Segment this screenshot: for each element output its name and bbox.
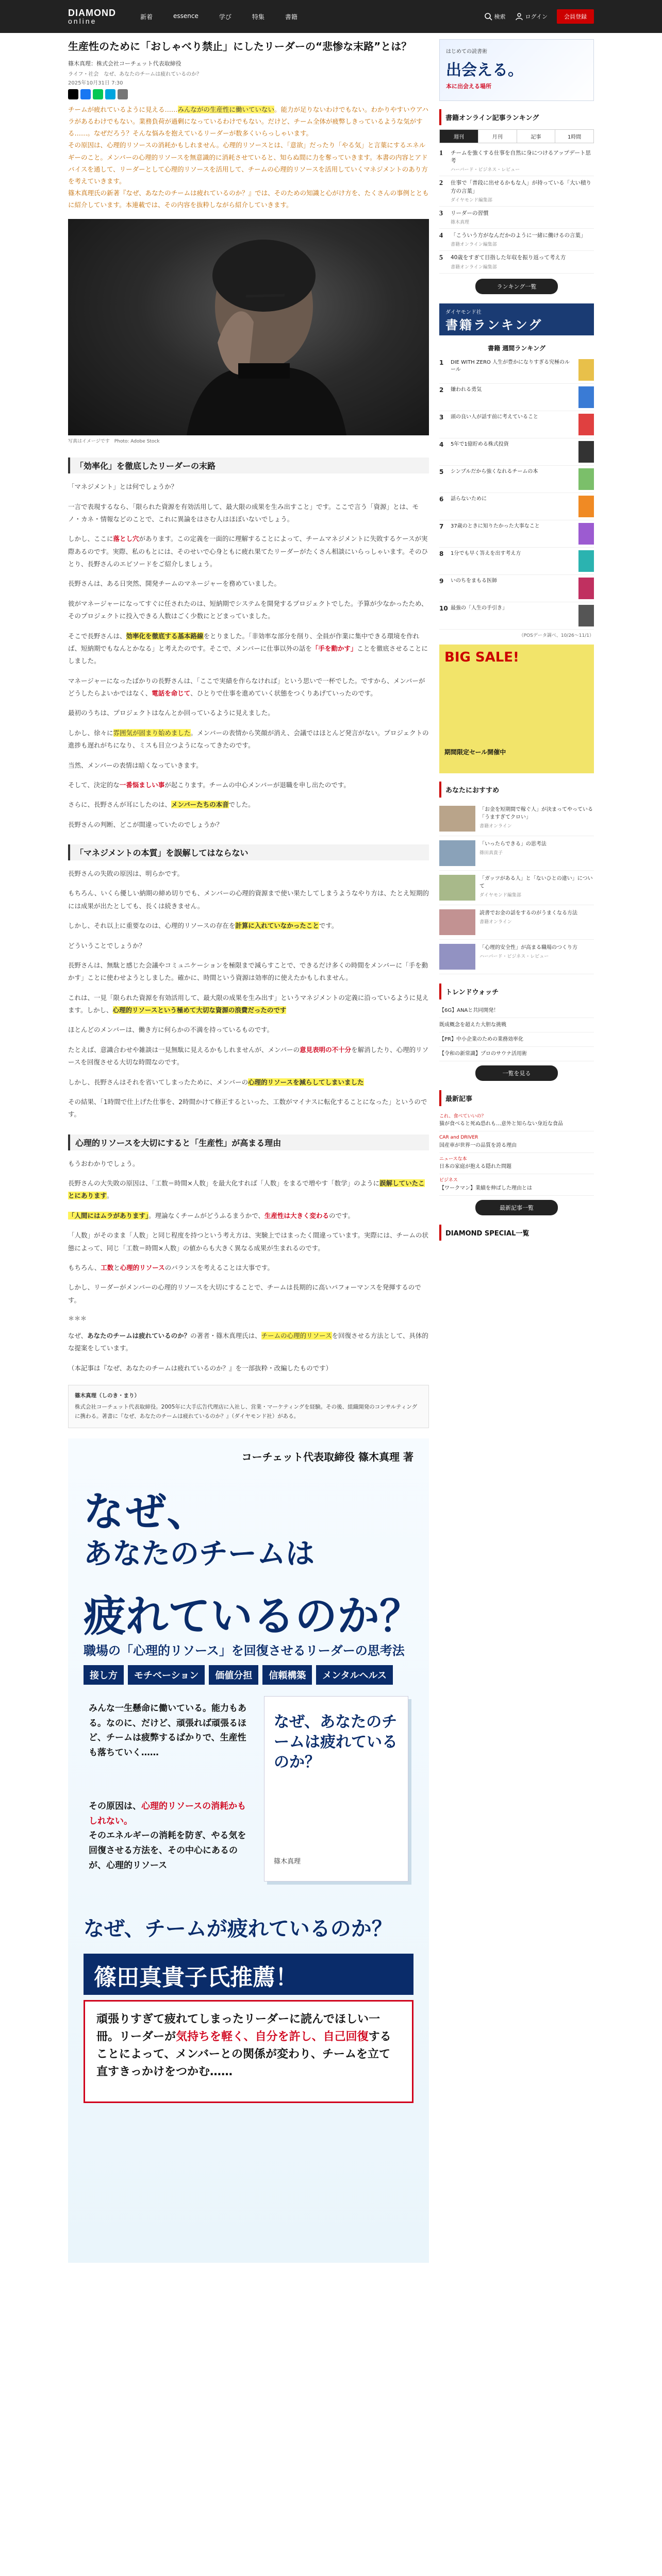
new-articles-more-button[interactable]: 最新記事一覧	[475, 1200, 558, 1215]
paragraph: マネージャーになったばかりの長野さんは、「ここで実績を作らなければ」という思いで一杯でした。ですから、メンバーがどうしたらよいかではなく、電話を命じて、ひとりで仕事を進めていく状態をつくりあげていったのです。	[68, 676, 425, 697]
paragraph: ほとんどのメンバーは、働き方に何らかの不満を持っているものです。	[68, 1026, 274, 1034]
paragraph: 「マネジメント」とは何でしょうか？	[68, 483, 178, 491]
ad-headline: BIG SALE!	[444, 649, 519, 665]
list-item[interactable]: ビジネス 【ワークマン】業績を伸ばした理由とは	[439, 1174, 594, 1196]
nav-item-learn[interactable]: 学び	[219, 13, 231, 21]
recommend-list	[439, 802, 594, 974]
list-item[interactable]: 7 37歳のときに知りたかった大事なこと	[439, 520, 594, 548]
book-ad-title-1: なぜ、	[84, 1488, 209, 1535]
list-item[interactable]: 「いったらできる」の思考法 篠田真貴子	[439, 836, 594, 871]
ranking-list	[439, 146, 594, 274]
section-heading-1: 「効率化」を徹底したリーダーの末路	[68, 457, 429, 473]
photo-caption: 写真はイメージです Photo: Adobe Stock	[68, 439, 160, 445]
paragraph: どういうことでしょうか？	[68, 941, 146, 950]
ad-banner[interactable]	[439, 645, 594, 773]
man-head-illustration	[68, 219, 429, 435]
special-heading[interactable]: DIAMOND SPECIAL一覧	[439, 1225, 594, 1241]
list-item[interactable]: 既成概念を超えた大胆な挑戦	[439, 1018, 594, 1032]
book-ad-subtitle: 職場の「心理的リソース」を回復させるリーダーの思考法	[84, 1643, 405, 1658]
list-item[interactable]: 2 嫌われる勇気	[439, 384, 594, 411]
book-ad-author: コーチェット代表取締役 篠木真理 著	[241, 1450, 413, 1463]
list-item[interactable]: 「ガッツがある人」と「ないひとの違い」について ダイヤモンド編集部	[439, 871, 594, 905]
login-button[interactable]	[515, 12, 548, 21]
paragraph: もちろん、いくら優しい納期の締め切りでも、メンバーの心理的資源まで使い果たしてしまうようなやり方は、たとえ短期的には成果が出たとしても、長くは続きません。	[68, 889, 429, 910]
list-item[interactable]: 【令和の新常識】プロのサウナ活用術	[439, 1047, 594, 1061]
list-item[interactable]: 「心理的安全性」が高まる職場のつくり方 ハーバード・ビジネス・レビュー	[439, 940, 594, 974]
list-item[interactable]: 【6G】ANAと共同開発！	[439, 1004, 594, 1018]
sidebar	[439, 39, 594, 2263]
list-item[interactable]: 5 シンプルだから強くなれるチームの本	[439, 466, 594, 493]
paragraph: 「人間にはムラがあります」。理論なくチームがどうふるまうかで、生産性は大きく変わるのです。	[68, 1211, 355, 1219]
paragraph: 当然、メンバーの表情は暗くなっていきます。	[68, 761, 203, 769]
list-item[interactable]: 3 頭の良い人が話す前に考えていること	[439, 411, 594, 438]
paragraph: もうおわかりでしょう。	[68, 1159, 139, 1167]
bookmark-icon[interactable]	[118, 89, 128, 99]
list-item[interactable]: 1 DIE WITH ZERO 人生が豊かになりすぎる究極のルール	[439, 357, 594, 384]
book-cover-author: 篠木真理	[274, 1857, 301, 1866]
list-item[interactable]: 4 「こういう方がなんだかのように一緒に働けるの言葉」 書籍オンライン編集部	[439, 229, 594, 251]
paragraph: しかし、長野さんはそれを省いてしまったために、メンバーの心理的リソースを減らしてしまいました	[68, 1078, 364, 1086]
list-item[interactable]: 3 リーダーの習慣 篠木真理	[439, 207, 594, 229]
paragraph: さらに、長野さんが耳にしたのは、メンバーたちの本音でした。	[68, 801, 255, 809]
trend-heading: トレンドウォッチ	[439, 984, 594, 999]
sidebar-banner[interactable]	[439, 39, 594, 101]
tab-monthly[interactable]: 月刊	[478, 130, 517, 143]
search-icon	[484, 12, 492, 21]
paragraph: 彼がマネージャーになってすぐに任されたのは、短納期でシステムを開発するプロジェクトでした。予算が少なかったため、そのプロジェクトに投入できる人数はごく少数にとどまっていました。	[68, 599, 428, 620]
x-share-icon[interactable]	[68, 89, 78, 99]
book-ad-recommend: 篠田真貴子氏推薦！	[84, 1954, 413, 1995]
search-label: 検索	[494, 13, 506, 20]
banner-sub: 本に出会える場所	[446, 83, 491, 90]
share-bar	[68, 89, 429, 99]
paragraph: しかし、徐々に雰囲気が固まり始めました。メンバーの表情から笑顔が消え、会議ではほとんど発言がない。プロジェクトの進捗も遅れがちになり、ミスも目立つようになってきたのです。	[68, 728, 429, 750]
author-profile	[68, 1385, 429, 1428]
trend-more-button[interactable]: 一覧を見る	[475, 1065, 558, 1081]
paragraph: そこで長野さんは、効率化を徹底する基本路線をとりました。「非効率な部分を削り、全員が作業に集中できる環境を作れば、短納期でもなんとかなる」と考えたのです。そこで、メンバーに仕事以外の話を「手を動かす」ことを徹底させることにしました。	[68, 632, 428, 665]
ranking-more-button[interactable]: ランキング一覧	[475, 279, 558, 294]
site-logo[interactable]	[68, 6, 120, 27]
books-ranking-banner[interactable]	[439, 303, 594, 335]
nav-item-special[interactable]: 特集	[252, 13, 264, 21]
book-ranking-list	[439, 357, 594, 630]
book-ad-copy-1: みんな一生懸命に働いている。能力もある。なのに、だけど、頑張れば頑張るほど、チームは疲弊するばかりで、生産性も落ちていく……	[89, 1703, 246, 1758]
list-item[interactable]: 2 仕事で「普段に出せるかもな人」が持っている「大い積り方の言葉」 ダイヤモンド編集部	[439, 176, 594, 206]
list-item[interactable]: 4 5年で1億貯める株式投資	[439, 438, 594, 466]
logo-top: DIAMOND	[68, 8, 116, 18]
banner-text: ダイヤモンド社	[445, 309, 482, 315]
book-ad[interactable]	[68, 1438, 429, 2263]
hatena-share-icon[interactable]	[105, 89, 115, 99]
book-ad-tag: 価値分担	[209, 1665, 258, 1685]
paragraph: もちろん、工数と心理的リソースのバランスを考えることは大事です。	[68, 1263, 274, 1272]
tab-weekly[interactable]: 週刊	[440, 130, 478, 143]
main-nav	[140, 12, 297, 21]
profile-body: 株式会社コーチェット代表取締役。2005年に大手広告代理店に入社し、営業・マーケティングを経験。その後、組織開発のコンサルティングに携わる。著書に『なぜ、あなたのチームは疲れているのか？』（ダイヤモンド社）がある。	[75, 1403, 418, 1419]
profile-name: 篠木真理（しのき・まり）	[75, 1393, 140, 1399]
article-photo	[68, 219, 429, 435]
banner-headline: 出会える。	[446, 61, 523, 79]
new-articles-heading: 最新記事	[439, 1090, 594, 1106]
list-item[interactable]: 8 1分でも早く答えを出す考え方	[439, 548, 594, 575]
paragraph: これは、一見「限られた資源を有効活用して、最大限の成果を生み出す」というマネジメントの定義に沿っているように見えます。しかし、心理的リソースという極めて大切な資源の浪費だったのです	[68, 993, 429, 1014]
tab-hourly[interactable]: 1時間	[555, 130, 593, 143]
banner-headline: 書籍ランキング	[445, 317, 543, 332]
article-lead: チームが疲れているように見える……みんながの生産性に働いていない。能力が足りないわけでもない。わかりやすいウアハラがあるわけでもない。業務負荷が過剰になっているわけでもない。だけど、チーム全体が疲弊しきっているような気がする……。なぜだろう？そんな悩みを抱えているリーダーが数多くいらっしゃいます。 その原因は、心理的リソースの消耗かもしれません。心理的リソースとは、「意欲」だったり「やる気」と言葉にするエネルギーのこと。メンバーの心理的リソースを無意識的に消耗させていると、知らぬ間に力を奪っていきます。本書の内容とアドバイスを通して、リーダーとして心理的リソースを活用して、チームの心理的リソースを活用していくマネジメントのあり方を考えていきます。 篠木真理氏の新著『なぜ、あなたのチームは疲れているのか？』では、そのための知識と心がけ方を、たくさんの事例とともに紹介しています。本連載では、その内容を抜粋しながら紹介していきます。	[68, 106, 429, 209]
logo-bottom: online	[68, 17, 97, 25]
list-item[interactable]: ニュースな本 日本の家庭が抱える隠れた問題	[439, 1153, 594, 1175]
book-ranking-heading: 書籍 週間ランキング	[488, 344, 545, 352]
paragraph: 長野さんの大失敗の原因は、「工数＝時間×人数」を最大化すれば「人数」をまるで増やす「数学」のように誤解していたことにあります。	[68, 1179, 425, 1200]
nav-item-essence[interactable]: essence	[173, 12, 198, 20]
list-item[interactable]: 読書でお金の話をするのがうまくなる方法 書籍オンライン	[439, 905, 594, 940]
book-ad-tag: メンタルヘルス	[316, 1665, 393, 1685]
nav-item-new[interactable]: 新着	[140, 13, 153, 21]
paragraph: 長野さんは、無駄と感じた会議やコミュニケーションを極限まで減らすことで、できるだけ多くの時間をメンバーに「手を動かす」ことに使わせようとしました。確かに、時間という資源は効率的に使えたかもしれません。	[68, 961, 428, 982]
article-series[interactable]: ライフ・社会 なぜ、あなたのチームは疲れているのか？	[68, 72, 202, 77]
line-share-icon[interactable]	[93, 89, 103, 99]
paragraph: （本記事は『なぜ、あなたのチームは疲れているのか？』を一部抜粋・改編したものです）	[68, 1364, 333, 1372]
book-ad-question: なぜ、チームが疲れているのか？	[84, 1917, 392, 1941]
paragraph: なぜ、あなたのチームは疲れているのか？の著者・篠木真理氏は、チームの心理的リソースを回復させる方法として、具体的な提案をしています。	[68, 1332, 428, 1352]
paragraph: 最初のうちは、プロジェクトはなんとか回っているように見えました。	[68, 709, 274, 717]
list-item[interactable]: 5 40歳をすぎて目指した年収を振り返って考え方 書籍オンライン編集部	[439, 251, 594, 273]
paragraph: 「人数」がそのまま「人数」と同じ程度を持つという考え方は、実験上ではまったく間違っています。実際には、チームの状態によって、同じ「工数＝時間×人数」の値からも大きく異なる成果が生まれるのです。	[68, 1231, 429, 1252]
book-cover-title: なぜ、あなたのチームは疲れているのか？	[274, 1713, 398, 1771]
book-ad-tag: モチベーション	[128, 1665, 205, 1685]
paragraph: そして、決定的な一番悩ましい事が起こります。チームの中心メンバーが退職を申し出たのです。	[68, 781, 350, 789]
paragraph: しかし、ここに落とし穴があります。この定義を一面的に理解することによって、チームマネジメントに失敗するケースが実際あるのです。実際、私のもとには、そのせいで心身ともに疲れ果てたリーダーがたくさん相談にいらっしゃいます。そのひとり、長野さんのエピソードをご紹介しましょう。	[68, 535, 428, 568]
paragraph: その結果、「1時間で仕上げた仕事を、2時間かけて修正するといった、工数がマイナスに転化することになった」というのです。	[68, 1097, 427, 1118]
paragraph: 一言で表現するなら、「限られた資源を有効活用して、最大限の成果を生み出すこと」です。ここで言う「資源」とは、モノ・カネ・情報などのことで、これに異論をはさむ人はほぼいないでしょう。	[68, 502, 419, 523]
facebook-share-icon[interactable]	[80, 89, 91, 99]
list-item[interactable]: 9 いのちをまもる医師	[439, 575, 594, 602]
paragraph: たとえば、意識合わせや雑談は一見無駄に見えるかもしれませんが、メンバーの意見表明の不十分を解消したり、心理的リソースを回復させる大切な時間なのです。	[68, 1045, 429, 1066]
login-label: ログイン	[525, 13, 548, 20]
divider-stars: ＊＊＊	[68, 1315, 87, 1322]
list-item[interactable]: 「お金を短期間で稼ぐ人」が決まってやっている「うますぎてクロい」 書籍オンライン	[439, 802, 594, 836]
article-main	[68, 39, 429, 2263]
list-item[interactable]: これ、食べていいの？ 猫が食べると死ぬ恐れも…意外と知らない身近な食品	[439, 1110, 594, 1132]
paragraph: しかし、リーダーがメンバーの心理的リソースを大切にすることで、チームは長期的に高いパフォーマンスを発揮するのです。	[68, 1283, 421, 1304]
banner-text: はじめての読書術	[446, 49, 487, 55]
search-button[interactable]	[484, 12, 506, 21]
list-item[interactable]: 【PR】中小企業のための業務効率化	[439, 1032, 594, 1047]
ad-sub: 期間限定セール開催中	[444, 748, 506, 756]
paragraph: しかし、それ以上に重要なのは、心理的リソースの存在を計算に入れていなかったことです。	[68, 922, 338, 930]
book-ranking-note: （POSデータ調べ、10/26〜11/1）	[519, 633, 594, 638]
ranking-tabs	[439, 129, 594, 143]
register-button[interactable]: 会員登録	[557, 9, 594, 24]
nav-item-books[interactable]: 書籍	[285, 13, 297, 21]
book-ad-tag: 信頼構築	[262, 1665, 312, 1685]
top-bar	[0, 0, 662, 33]
list-item[interactable]: 1 チームを強くする仕事を自然に身につけるアップデート思考 ハーバード・ビジネス・レビュー	[439, 146, 594, 176]
section-heading-3: 心理的リソースを大切にすると「生産性」が高まる理由	[68, 1134, 429, 1150]
article-date: 2025年10月31日 7:30	[68, 80, 123, 86]
user-icon	[515, 12, 523, 21]
book-ad-tags	[84, 1665, 393, 1685]
list-item[interactable]: 6 話らないために	[439, 493, 594, 520]
book-cover	[264, 1696, 408, 1882]
article-author[interactable]: 篠木真理：株式会社コーチェット代表取締役	[68, 60, 181, 67]
recommend-heading: あなたにおすすめ	[439, 782, 594, 798]
book-ad-title-3: 疲れているのか？	[84, 1591, 422, 1641]
section-heading-2: 「マネジメントの本質」を誤解してはならない	[68, 844, 429, 860]
book-ad-title-2: あなたのチームは	[84, 1537, 315, 1571]
tab-articles[interactable]: 記事	[517, 130, 556, 143]
list-item[interactable]: 10 最強の「人生の手引き」	[439, 602, 594, 630]
book-ad-recommend-box: 頑張りすぎて疲れてしまったリーダーに読んでほしい一冊。リーダーが気持ちを軽く、自分を許し、自己回復することによって、メンバーとの関係が変わり、チームを立て直すきっかけをつかむ……	[84, 2000, 413, 2103]
book-ad-copy-2: その原因は、心理的リソースの消耗かもしれない。 そのエネルギーの消耗を防ぎ、やる気を回復させる方法を、その中心にあるのが、心理的リソース	[89, 1801, 246, 1871]
article-title: 生産性のために「おしゃべり禁止」にしたリーダーの“悲惨な末路”とは？	[68, 40, 412, 53]
book-ad-tag: 接し方	[84, 1665, 124, 1685]
list-item[interactable]: CAR and DRIVER 国産車が世界一の品質を誇る理由	[439, 1131, 594, 1153]
ranking-heading: 書籍オンライン記事ランキング	[439, 109, 594, 125]
paragraph: 長野さんの判断、どこが間違っていたのでしょうか？	[68, 820, 223, 828]
paragraph: 長野さんの失敗の原因は、明らかです。	[68, 870, 184, 877]
paragraph: 長野さんは、ある日突然、開発チームのマネージャーを務めていました。	[68, 580, 281, 588]
